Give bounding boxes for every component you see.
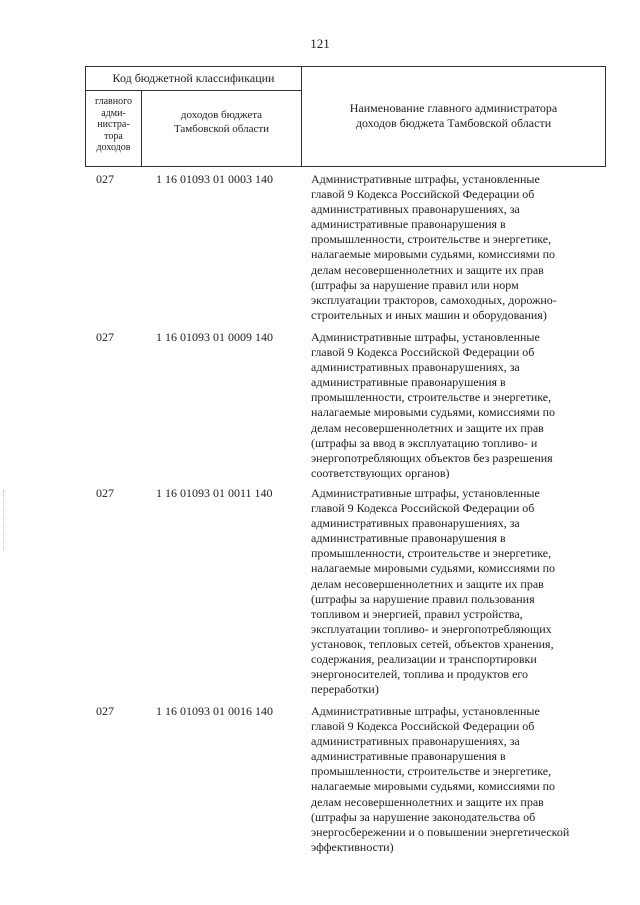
administrator-name-cell — [311, 486, 601, 697]
name-line: (штрафы за нарушение правил или норм — [311, 277, 519, 292]
table-header — [85, 66, 606, 167]
name-line: административных правонарушениях, за — [311, 360, 520, 375]
administrator-code-cell: 027 — [96, 486, 114, 500]
header-line: нистра- — [97, 119, 130, 130]
revenue-code-cell: 1 16 01093 01 0003 140 — [156, 172, 273, 186]
name-line: налагаемые мировыми судьями, комиссиями по — [311, 405, 556, 420]
name-line: промышленности, строительстве и энергетике, — [311, 764, 552, 779]
name-line: содержания, реализации и транспортировки — [311, 652, 537, 667]
name-line: переработки) — [311, 682, 379, 697]
name-line: делам несовершеннолетних и защите их прав — [311, 262, 544, 277]
header-line: адми- — [101, 107, 126, 119]
name-line: административных правонарушениях, за — [311, 202, 520, 217]
name-line: промышленности, строительстве и энергетике, — [311, 232, 552, 247]
name-line: промышленности, строительстве и энергетике, — [311, 390, 552, 405]
name-line: соответствующих органов) — [311, 465, 450, 480]
header-line: доходов — [96, 142, 131, 153]
column-header-administrator-name — [302, 67, 605, 166]
column-header-administrator-code — [86, 91, 142, 166]
header-line: Наименование главного администратора — [349, 101, 558, 115]
margin-mark — [3, 490, 6, 550]
page-number: 121 — [310, 36, 330, 51]
budget-classification-code-heading: Код бюджетной классификации — [86, 67, 302, 91]
header-line: тора — [104, 130, 123, 142]
administrator-code-cell: 027 — [96, 172, 114, 186]
name-line: налагаемые мировыми судьями, комиссиями по — [311, 779, 556, 794]
name-line: делам несовершеннолетних и защите их прав — [311, 794, 544, 809]
column-header-revenue-code — [142, 91, 302, 166]
name-line: главой 9 Кодекса Российской Федерации об — [311, 187, 535, 202]
name-line: административные правонарушения в — [311, 217, 506, 232]
revenue-code-cell: 1 16 01093 01 0009 140 — [156, 330, 273, 344]
name-line: административные правонарушения в — [311, 749, 506, 764]
administrator-code-cell: 027 — [96, 704, 114, 718]
administrator-name-cell — [311, 704, 601, 855]
name-line: (штрафы за нарушение правил пользования — [311, 591, 535, 606]
name-line: энергосбережении и о повышении энергетической — [311, 824, 570, 839]
header-line: доходов бюджета — [180, 109, 263, 121]
revenue-code-cell: 1 16 01093 01 0011 140 — [156, 486, 273, 500]
administrator-name-cell — [311, 330, 601, 481]
name-line: административных правонарушениях, за — [311, 734, 520, 749]
name-line: энергоносителей, топлива и продуктов его — [311, 667, 529, 682]
name-line: Административные штрафы, установленные — [311, 704, 540, 718]
name-line: административных правонарушениях, за — [311, 516, 520, 531]
name-line: налагаемые мировыми судьями, комиссиями по — [311, 561, 556, 576]
name-line: делам несовершеннолетних и защите их прав — [311, 576, 544, 591]
name-line: установок, тепловых сетей, объектов хранения, — [311, 636, 554, 651]
name-line: эффективности) — [311, 839, 394, 854]
header-line: доходов бюджета Тамбовской области — [355, 116, 552, 130]
header-line: главного — [95, 96, 132, 107]
name-line: административные правонарушения в — [311, 531, 506, 546]
name-line: Административные штрафы, установленные — [311, 172, 540, 186]
name-line: главой 9 Кодекса Российской Федерации об — [311, 501, 535, 516]
name-line: Административные штрафы, установленные — [311, 486, 540, 500]
name-line: Административные штрафы, установленные — [311, 330, 540, 344]
name-line: делам несовершеннолетних и защите их прав — [311, 420, 544, 435]
header-line: Тамбовской области — [173, 123, 270, 135]
name-line: эксплуатации топливо- и энергопотребляющих — [311, 621, 552, 636]
administrator-code-cell: 027 — [96, 330, 114, 344]
name-line: (штрафы за ввод в эксплуатацию топливо- и — [311, 435, 538, 450]
name-line: промышленности, строительстве и энергетике, — [311, 546, 552, 561]
name-line: строительных и иных машин и оборудования) — [311, 307, 547, 322]
name-line: главой 9 Кодекса Российской Федерации об — [311, 345, 535, 360]
name-line: административные правонарушения в — [311, 375, 506, 390]
administrator-name-cell — [311, 172, 601, 323]
name-line: эксплуатации тракторов, самоходных, дорожно- — [311, 292, 557, 307]
name-line: главой 9 Кодекса Российской Федерации об — [311, 719, 535, 734]
name-line: (штрафы за нарушение законодательства об — [311, 809, 536, 824]
name-line: энергопотребляющих объектов без разрешения — [311, 450, 553, 465]
name-line: налагаемые мировыми судьями, комиссиями по — [311, 247, 556, 262]
name-line: топливом и энергией, правил устройства, — [311, 606, 523, 621]
revenue-code-cell: 1 16 01093 01 0016 140 — [156, 704, 273, 718]
